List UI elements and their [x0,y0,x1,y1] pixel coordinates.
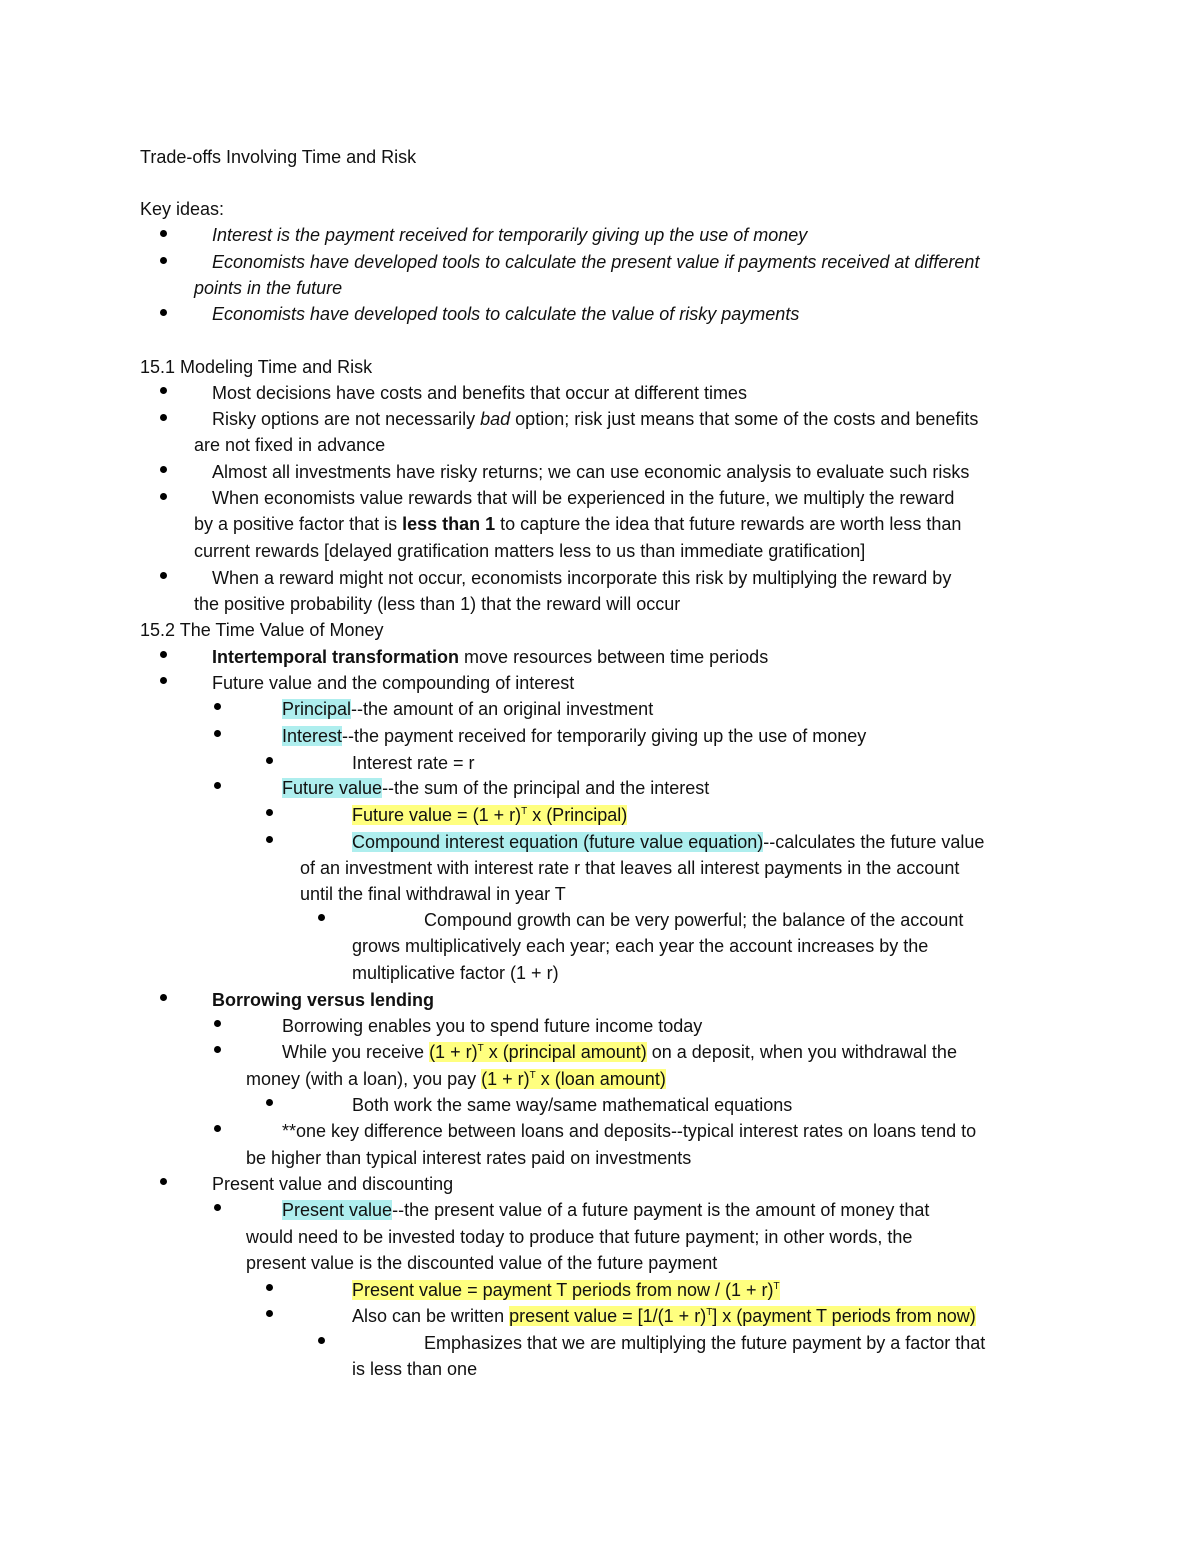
bullet [214,1204,221,1211]
bullet [214,1046,221,1053]
bullet [266,836,273,843]
present-value-heading: Present value and discounting [212,1174,454,1194]
compound-growth-cont2: multiplicative factor (1 + r) [352,963,559,983]
key-idea-2: Economists have developed tools to calculate the present value if payments received at different [212,252,980,272]
document-title: Trade-offs Involving Time and Risk [140,147,417,167]
s151-bullet-4: When economists value rewards that will be experienced in the future, we multiply the reward [212,488,955,508]
present-value-def-cont2: present value is the discounted value of the future payment [246,1253,718,1273]
bullet [266,1284,273,1291]
compound-growth-cont: grows multiplicatively each year; each year the account increases by the [352,936,929,956]
bullet [214,703,221,710]
bullet [214,782,221,789]
s151-bullet-5: When a reward might not occur, economists incorporate this risk by multiplying the reward by [212,568,952,588]
borrowing-bullet-2-cont: money (with a loan), you pay $(1 + r)^T$ x (loan amount) [246,1069,666,1089]
bullet [266,1099,273,1106]
bullet [318,1337,325,1344]
borrowing-bullet-1: Borrowing enables you to spend future income today [282,1016,703,1036]
bullet [214,730,221,737]
borrowing-bullet-2: While you receive $(1 + r)^T$ x (principal amount) on a deposit, when you withdrawal the [282,1042,957,1062]
interest-rate: Interest rate = r [352,753,475,773]
key-idea-3: Economists have developed tools to calculate the value of risky payments [212,304,800,324]
bullet [266,1310,273,1317]
section-15-2-heading: 15.2 The Time Value of Money [140,620,384,640]
present-value-def-cont: would need to be invested today to produce that future payment; in other words, the [246,1227,913,1247]
compound-interest-cont2: until the final withdrawal in year T [300,884,566,904]
s151-bullet-4-cont: by a positive factor that is less than 1 to capture the idea that future rewards are worth less than [194,514,962,534]
compound-interest-cont: of an investment with interest rate r that leaves all interest payments in the account [300,858,960,878]
bullet [160,1178,167,1185]
bullet [214,1020,221,1027]
emphasis-note: Emphasizes that we are multiplying the future payment by a factor that [424,1333,986,1353]
s151-bullet-3: Almost all investments have risky returns; we can use economic analysis to evaluate such risks [212,462,970,482]
s151-bullet-5-cont: the positive probability (less than 1) that the reward will occur [194,594,681,614]
bullet [160,414,167,421]
present-value-alt-equation: Also can be written present value = $[1/(1 + r)^T]$ x (payment T periods from now) [352,1306,976,1326]
borrowing-bullet-4: **one key difference between loans and deposits--typical interest rates on loans tend to [282,1121,977,1141]
bullet [160,309,167,316]
principal-definition: Principal--the amount of an original investment [282,699,654,719]
s151-bullet-2-cont: are not fixed in advance [194,435,386,455]
section-15-1-heading: 15.1 Modeling Time and Risk [140,357,373,377]
bullet [160,257,167,264]
future-value-equation: Future value = $(1 + r)^T$ x (Principal) [352,805,628,825]
present-value-equation: Present value = payment T periods from now / $(1 + r)^T$ [352,1280,780,1300]
bullet [160,572,167,579]
s151-bullet-1: Most decisions have costs and benefits that occur at different times [212,383,747,403]
borrowing-bullet-3: Both work the same way/same mathematical equations [352,1095,793,1115]
bullet [160,994,167,1001]
s151-bullet-2: Risky options are not necessarily bad option; risk just means that some of the costs and benefits [212,409,979,429]
bullet [266,757,273,764]
compound-growth: Compound growth can be very powerful; the balance of the account [424,910,964,930]
s151-bullet-4-cont2: current rewards [delayed gratification matters less to us than immediate gratification] [194,541,866,561]
bullet [160,230,167,237]
bullet [160,466,167,473]
s152-bullet-2: Future value and the compounding of interest [212,673,575,693]
bullet [266,809,273,816]
key-idea-2-cont: points in the future [194,278,343,298]
future-value-definition: Future value--the sum of the principal and the interest [282,778,710,798]
bullet [160,493,167,500]
borrowing-bullet-4-cont: be higher than typical interest rates paid on investments [246,1148,692,1168]
bullet [214,1125,221,1132]
key-idea-1: Interest is the payment received for temporarily giving up the use of money [212,225,808,245]
interest-definition: Interest--the payment received for temporarily giving up the use of money [282,726,867,746]
bullet [318,914,325,921]
borrowing-vs-lending-heading: Borrowing versus lending [212,990,435,1010]
bullet [160,651,167,658]
emphasis-note-cont: is less than one [352,1359,478,1379]
bullet [160,677,167,684]
s152-bullet-1: Intertemporal transformation move resources between time periods [212,647,769,667]
compound-interest-definition: Compound interest equation (future value equation)--calculates the future value [352,832,985,852]
present-value-definition: Present value--the present value of a future payment is the amount of money that [282,1200,930,1220]
bullet [160,387,167,394]
key-ideas-heading: Key ideas: [140,199,225,219]
